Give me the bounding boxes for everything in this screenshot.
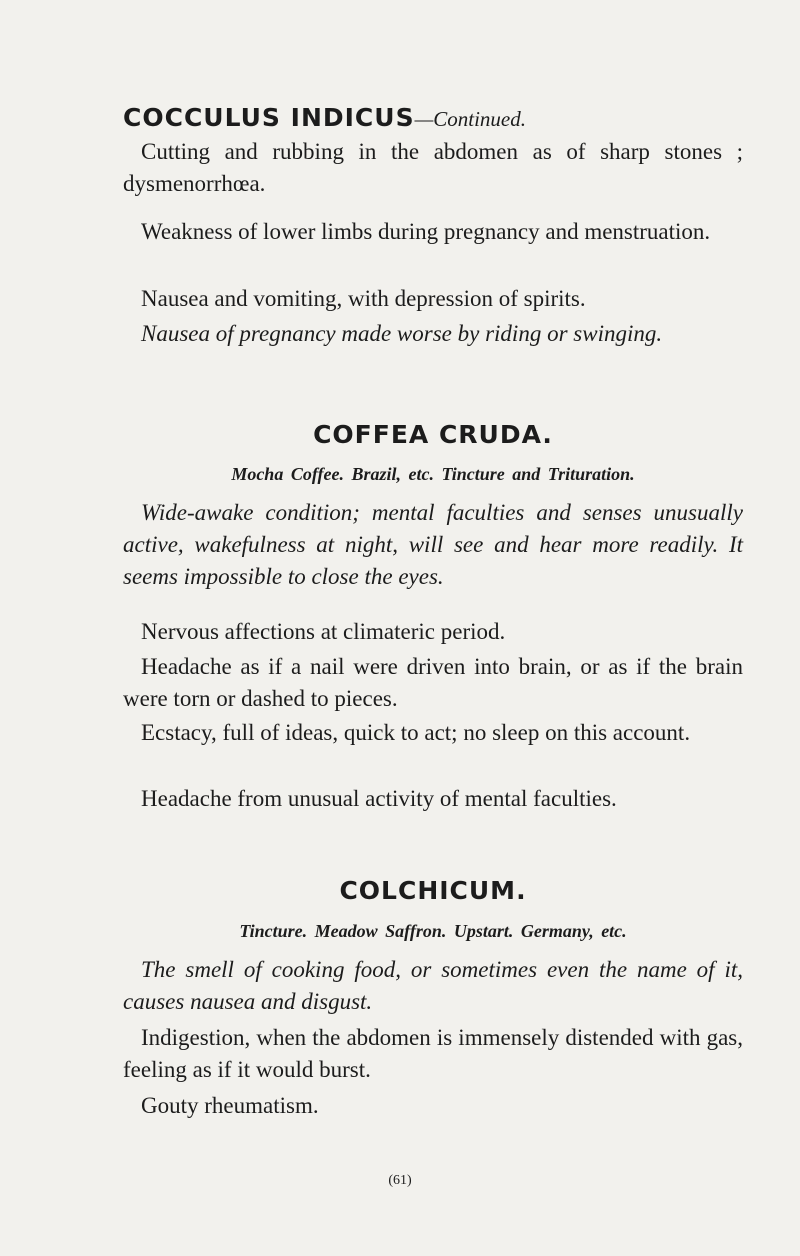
colchicum-subtitle: Tincture. Meadow Saffron. Upstart. Germany, etc. xyxy=(239,921,627,941)
continued-label: —Continued. xyxy=(414,107,526,131)
colchicum-symptom-3: Gouty rheumatism. xyxy=(141,1093,319,1118)
colchicum-symptom-2: Indigestion, when the abdomen is immensely distended with gas, feeling as if it would burst. xyxy=(123,1025,743,1082)
coffea-heading: COFFEA CRUDA. xyxy=(313,420,553,449)
cocculus-symptom-1: Cutting and rubbing in the abdomen as of sharp stones ; dysmenorrhœa. xyxy=(123,139,743,196)
cocculus-symptom-3: Nausea and vomiting, with depression of spirits. xyxy=(141,286,586,311)
cocculus-symptom-2: Weakness of lower limbs during pregnancy and menstruation. xyxy=(141,219,711,244)
page-number: (61) xyxy=(388,1173,412,1188)
colchicum-title xyxy=(123,876,743,905)
coffea-symptom-5: Headache from unusual activity of mental faculties. xyxy=(141,786,617,811)
colchicum-heading: COLCHICUM. xyxy=(339,876,527,905)
colchicum-symptom-1: The smell of cooking food, or sometimes even the name of it, causes nausea and disgust. xyxy=(123,957,743,1014)
coffea-symptom-4: Ecstacy, full of ideas, quick to act; no sleep on this account. xyxy=(141,720,691,745)
coffea-title xyxy=(123,420,743,449)
cocculus-title xyxy=(123,103,743,132)
coffea-symptom-1: Wide-awake condition; mental faculties and senses unusually active, wakefulness at night, will see and hear more readily. It seems impossible to close the eyes. xyxy=(123,500,743,589)
coffea-subtitle: Mocha Coffee. Brazil, etc. Tincture and Trituration. xyxy=(231,464,635,484)
coffea-symptom-3: Headache as if a nail were driven into brain, or as if the brain were torn or dashed to pieces. xyxy=(123,654,743,711)
cocculus-symptom-4: Nausea of pregnancy made worse by riding or swinging. xyxy=(141,321,663,346)
cocculus-heading: COCCULUS INDICUS xyxy=(123,103,415,132)
coffea-symptom-2: Nervous affections at climateric period. xyxy=(141,619,506,644)
